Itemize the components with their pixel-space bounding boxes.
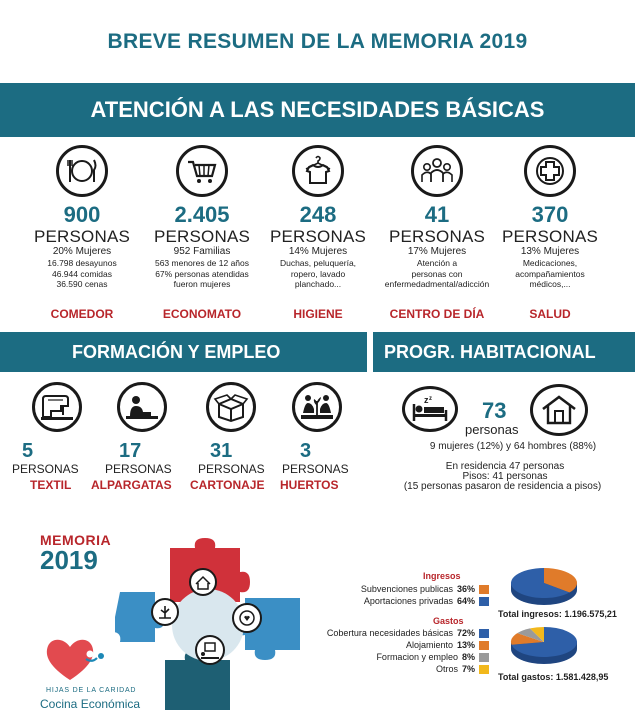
house-icon (530, 384, 588, 436)
training-cartonaje (186, 382, 276, 492)
basic-needs-banner (0, 83, 635, 137)
training-alpargatas (91, 382, 187, 492)
legend-swatch (479, 585, 489, 594)
home-heart-icon (190, 569, 216, 595)
training-unit: PERSONAS (12, 462, 79, 476)
banner-divider (367, 332, 373, 372)
need-detail: Atención a (416, 258, 458, 268)
need-higiene (258, 145, 378, 321)
expenses-total-label: Total gastos: (498, 672, 554, 682)
shopping-cart-icon (176, 145, 228, 197)
income-pie-chart (508, 565, 580, 609)
legend-value: 13% (456, 640, 475, 650)
legend-label: Formacion y empleo (376, 652, 458, 662)
legend-swatch (479, 653, 489, 662)
legend-swatch (479, 641, 489, 650)
need-centro-de-dia (377, 145, 497, 321)
need-detail: fueron mujeres (173, 279, 231, 289)
need-category: COMEDOR (50, 307, 114, 321)
cutlery-icon (56, 145, 108, 197)
need-unit: PERSONAS (269, 227, 367, 246)
need-families: 952 Familias (173, 246, 231, 257)
need-category: CENTRO DE DÍA (389, 307, 485, 321)
training-heading: FORMACIÓN Y EMPLEO (72, 342, 281, 362)
need-unit: PERSONAS (501, 227, 599, 246)
need-detail: 46.944 comidas (51, 268, 112, 279)
training-textil (12, 382, 102, 492)
basic-needs-heading: ATENCIÓN A LAS NECESIDADES BÁSICAS (90, 97, 545, 122)
need-women: 20% Mujeres (52, 246, 112, 257)
need-detail: ropero, lavado (290, 268, 346, 279)
housing-number: 73 (482, 398, 507, 423)
legend-label: Cobertura necesidades básicas (326, 628, 453, 638)
org-name-line2: Cocina Económica (40, 697, 141, 711)
puzzle-graphic (115, 530, 305, 715)
svg-text:z: z (429, 396, 432, 402)
need-unit: PERSONAS (33, 227, 131, 246)
need-number: 370 (531, 202, 569, 227)
need-unit: PERSONAS (153, 227, 251, 246)
income-total-value: 1.196.575,21 (564, 609, 617, 619)
legend-value: 8% (461, 652, 475, 662)
page-title: BREVE RESUMEN DE LA MEMORIA 2019 (107, 30, 528, 53)
cardboard-box-icon (206, 382, 256, 432)
need-unit: PERSONAS (388, 227, 486, 246)
income-title: Ingresos (423, 571, 461, 581)
need-detail: 36.590 cenas (56, 279, 108, 289)
training-unit: PERSONAS (282, 462, 349, 476)
training-huertos (272, 382, 362, 492)
need-detail: Duchas, peluquería, (279, 258, 357, 268)
need-number: 900 (63, 202, 101, 227)
legend-label: Aportaciones privadas (363, 596, 453, 606)
need-detail: 67% personas atendidas (155, 268, 249, 279)
training-number: 5 (22, 440, 34, 462)
need-comedor (22, 145, 142, 321)
need-women: 13% Mujeres (520, 246, 580, 257)
legend-value: 36% (456, 584, 475, 594)
need-detail: médicos,... (529, 279, 571, 289)
housing-unit: personas (465, 422, 519, 437)
legend-value: 72% (456, 628, 475, 638)
training-number: 3 (300, 440, 312, 462)
income-total (498, 609, 617, 619)
expenses-total (498, 672, 608, 682)
sleeping-person-icon (402, 386, 458, 432)
legend-label: Otros (435, 664, 458, 674)
training-number: 31 (210, 440, 233, 462)
training-category: TEXTIL (30, 478, 72, 492)
training-category: CARTONAJE (190, 478, 265, 492)
need-category: SALUD (529, 307, 571, 321)
need-salud (490, 145, 610, 321)
legend-row (250, 628, 489, 638)
housing-moved: (15 personas pasaron de residencia a pisos) (403, 481, 602, 492)
legend-row (250, 640, 489, 650)
need-category: ECONOMATO (162, 307, 242, 321)
medical-cross-icon (524, 145, 576, 197)
people-group-icon (411, 145, 463, 197)
svg-text:z: z (424, 395, 429, 405)
need-category: HIGIENE (293, 307, 343, 321)
organization-logo (40, 632, 110, 684)
need-women: 17% Mujeres (407, 246, 467, 257)
need-women: 14% Mujeres (288, 246, 348, 257)
need-detail: acompañamientos (515, 268, 585, 279)
training-category: HUERTOS (280, 478, 339, 492)
teaching-icon (196, 636, 224, 664)
memoria-year: 2019 (40, 545, 98, 575)
need-detail: 16.798 desayunos (47, 258, 117, 268)
garden-icon (292, 382, 342, 432)
expenses-pie-chart (508, 624, 580, 668)
need-number: 2.405 (174, 202, 230, 227)
person-working-icon (117, 382, 167, 432)
housing-flats: Pisos: 41 personas (462, 471, 548, 482)
legend-row (250, 596, 489, 606)
housing-gender: 9 mujeres (12%) y 64 hombres (88%) (429, 441, 597, 452)
need-detail: Medicaciones, (522, 258, 578, 268)
need-detail: personas con (411, 268, 463, 279)
training-unit: PERSONAS (198, 462, 265, 476)
need-number: 41 (424, 202, 450, 227)
legend-label: Alojamiento (405, 640, 453, 650)
expenses-total-value: 1.581.428,95 (555, 672, 609, 682)
need-detail: enfermedadmental/adicción (384, 279, 490, 289)
sewing-machine-icon (32, 382, 82, 432)
memoria-label: MEMORIA (40, 532, 112, 548)
housing-residence: En residencia 47 personas (445, 461, 565, 472)
section-banner (0, 332, 635, 372)
org-name-line1: HIJAS DE LA CARIDAD (46, 687, 137, 694)
legend-value: 7% (461, 664, 475, 674)
clothes-hanger-icon (292, 145, 344, 197)
expenses-title: Gastos (433, 616, 464, 626)
need-detail: 563 menores de 12 años (154, 258, 250, 268)
need-economato (142, 145, 262, 321)
legend-label: Subvenciones publicas (360, 584, 453, 594)
training-number: 17 (119, 440, 142, 462)
legend-value: 64% (456, 596, 475, 606)
legend-row (250, 652, 489, 662)
legend-swatch (479, 629, 489, 638)
need-detail: planchado... (294, 279, 342, 289)
legend-swatch (479, 597, 489, 606)
training-category: ALPARGATAS (91, 478, 172, 492)
need-number: 248 (299, 202, 337, 227)
legend-row (250, 664, 489, 674)
income-total-label: Total ingresos: (498, 609, 562, 619)
housing-heading: PROGR. HABITACIONAL (384, 342, 596, 362)
legend-swatch (479, 665, 489, 674)
training-unit: PERSONAS (105, 462, 172, 476)
legend-row (250, 584, 489, 594)
